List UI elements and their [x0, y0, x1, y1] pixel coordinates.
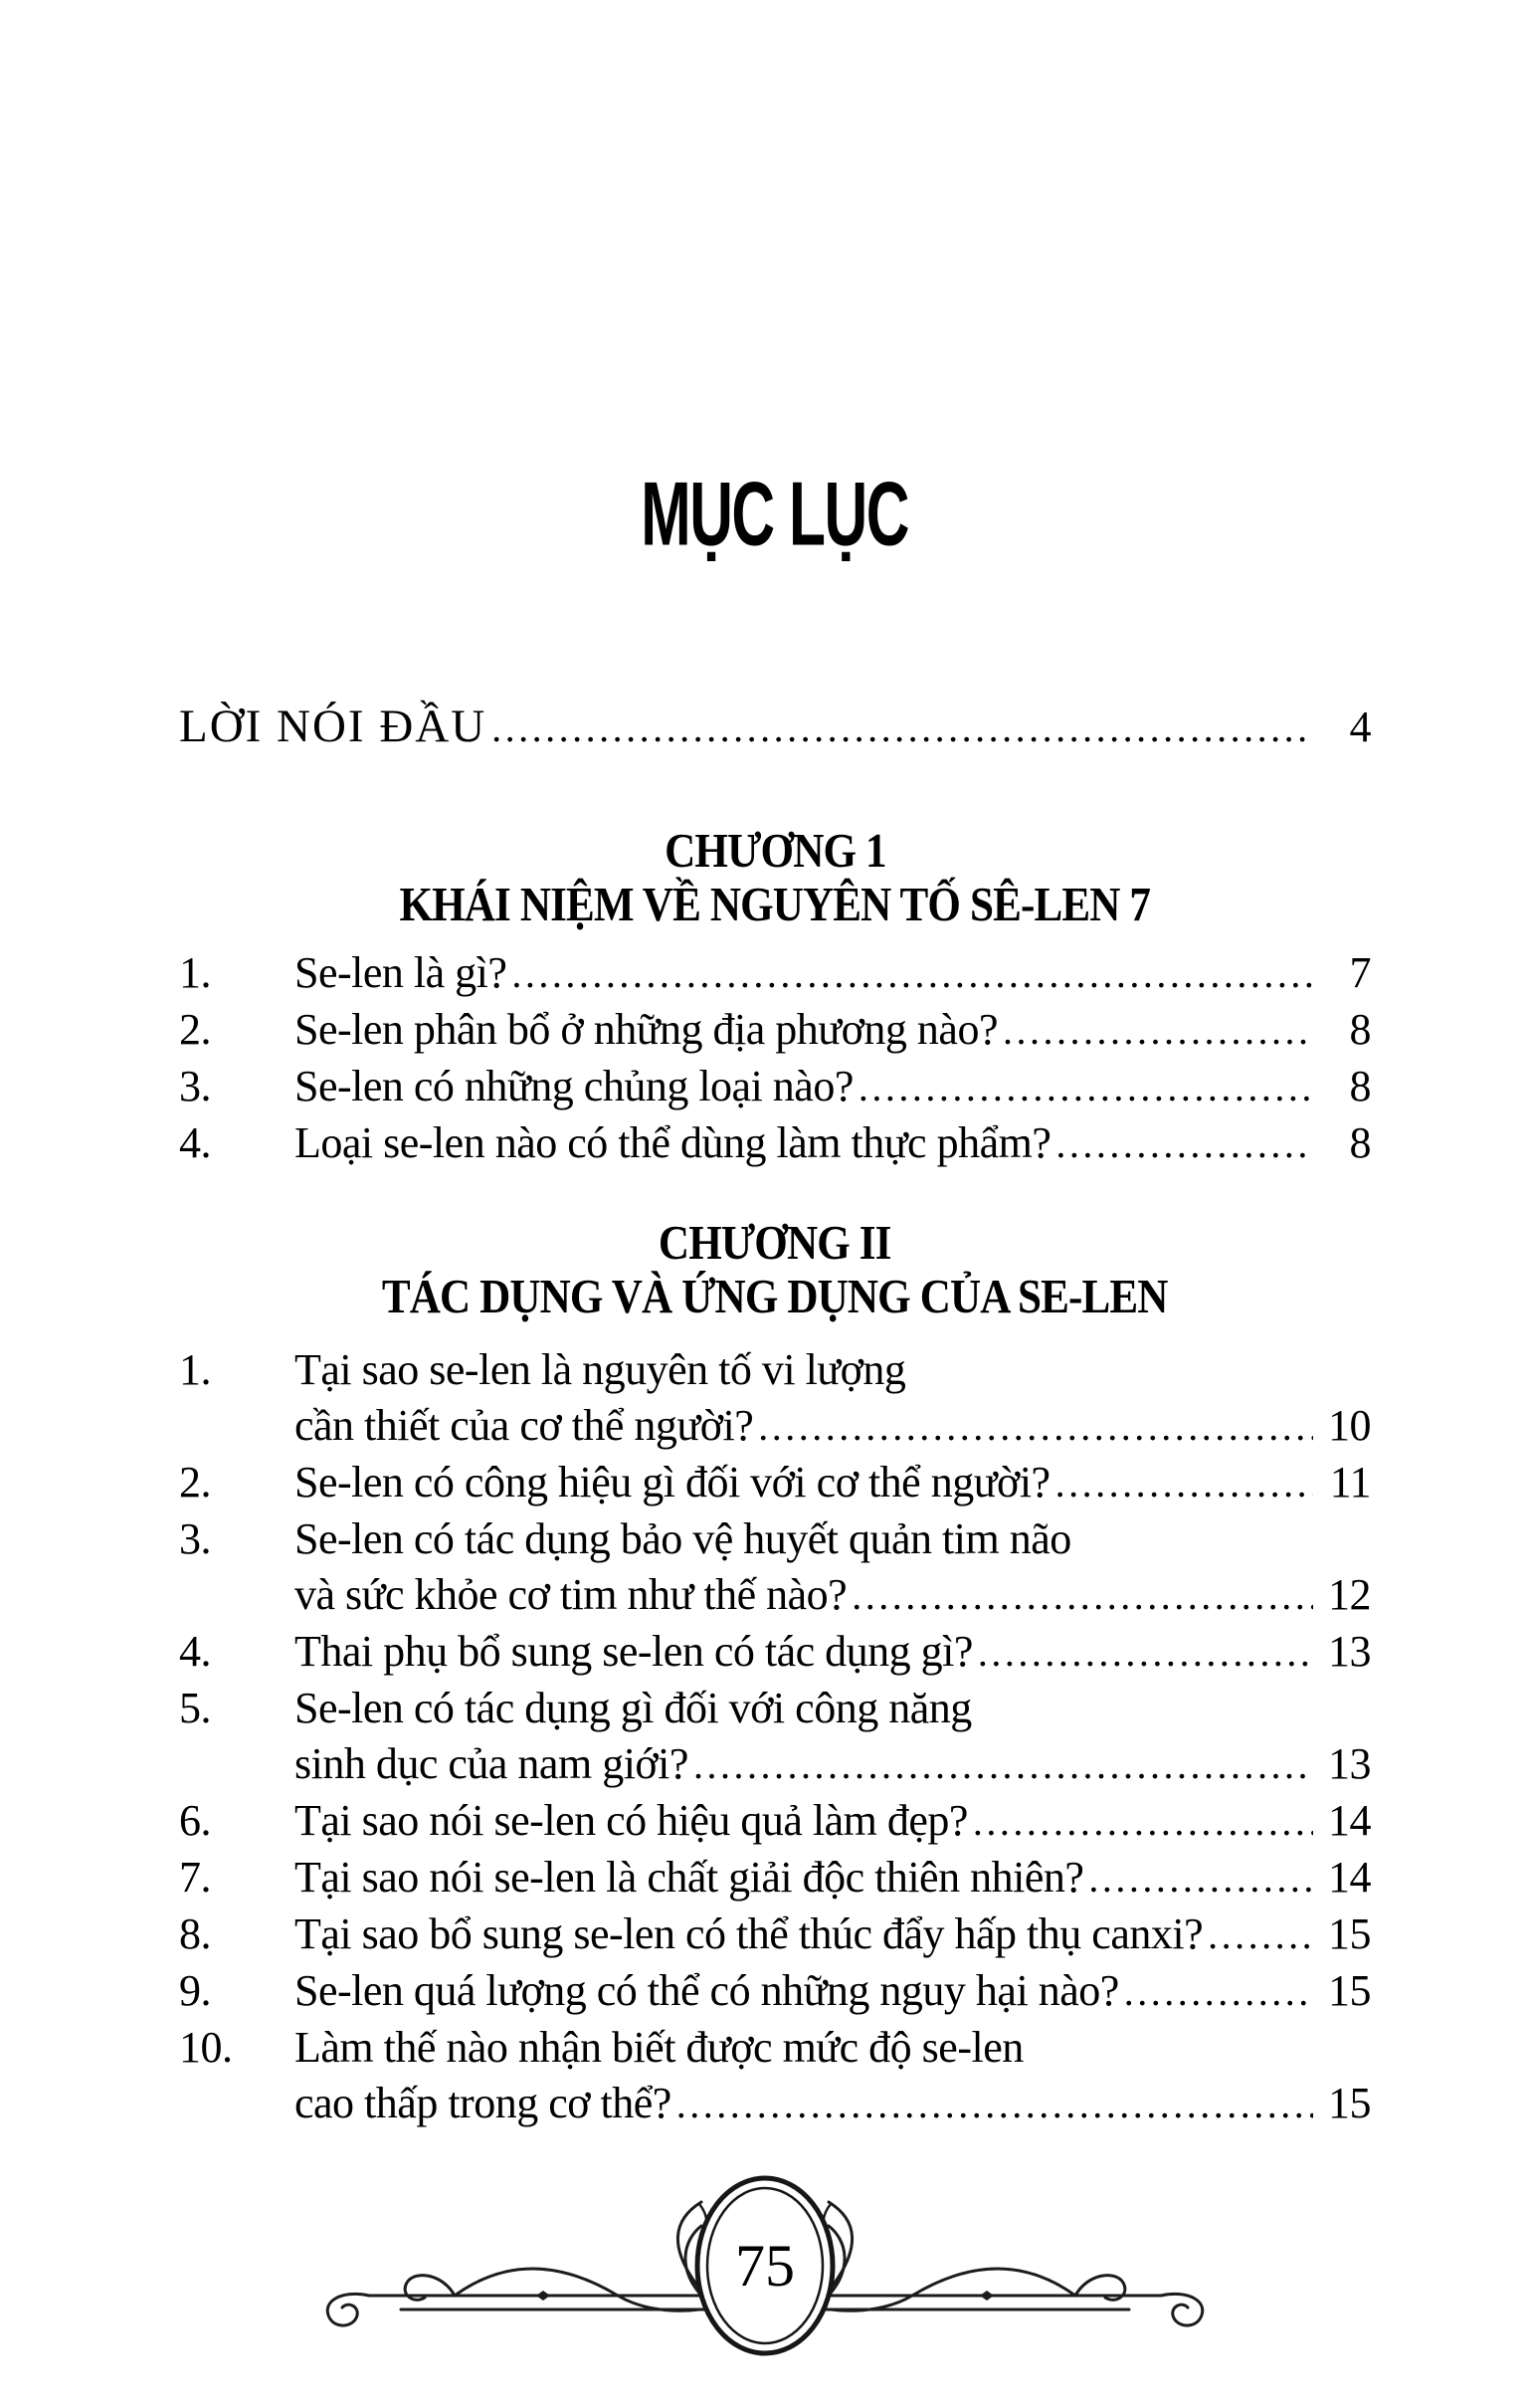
- toc-entry: [179, 1850, 1371, 1906]
- dot-leader: [854, 1059, 1313, 1115]
- chapter-1-heading: [179, 824, 1371, 931]
- entry-number: 8.: [179, 1909, 211, 1958]
- page-number: 4: [1349, 702, 1371, 751]
- entry-number: 2.: [179, 1458, 211, 1506]
- preface-label: LỜI NÓI ĐẦU: [179, 701, 487, 752]
- entry-number: 3.: [179, 1514, 211, 1563]
- page-number: 8: [1349, 1005, 1371, 1054]
- footer-ornament: [297, 2174, 1233, 2383]
- dot-leader: [1051, 1455, 1313, 1511]
- dot-leader: [1083, 1850, 1313, 1906]
- entry-number: 9.: [179, 1966, 211, 2015]
- entry-title: Tại sao nói se-len có hiệu quả làm đẹp?: [294, 1796, 968, 1845]
- toc-entry: [179, 1455, 1371, 1511]
- page-number: 12: [1328, 1570, 1371, 1619]
- toc-entry: [179, 1624, 1371, 1681]
- entry-number: 3.: [179, 1062, 211, 1110]
- dot-leader: [968, 1793, 1313, 1850]
- toc-entry-continuation: [179, 1398, 1371, 1455]
- entry-title: và sức khỏe cơ tim như thế nào?: [294, 1570, 848, 1619]
- entry-title: Tại sao se-len là nguyên tố vi lượng: [294, 1345, 906, 1394]
- chapter-1-name: CHƯƠNG 1: [664, 823, 886, 878]
- entry-title: Thai phụ bổ sung se-len có tác dụng gì?: [294, 1627, 973, 1676]
- dot-leader: [1119, 1963, 1313, 2020]
- dot-leader: [688, 1736, 1313, 1793]
- toc-entry: [179, 1059, 1371, 1115]
- entry-number: 1.: [179, 1345, 211, 1394]
- entry-title: Se-len có công hiệu gì đối với cơ thể người?: [294, 1458, 1051, 1506]
- folio-page-number: 75: [734, 2233, 795, 2299]
- page-number: 13: [1328, 1627, 1371, 1676]
- toc-entry: [179, 1115, 1371, 1172]
- entry-title: Se-len quá lượng có thể có những nguy hại nào?: [294, 1966, 1119, 2015]
- entry-number: 6.: [179, 1796, 211, 1845]
- entry-title: Se-len là gì?: [294, 948, 507, 997]
- entry-title: Se-len phân bổ ở những địa phương nào?: [294, 1005, 998, 1054]
- page-number: 15: [1328, 1909, 1371, 1958]
- page-number: 8: [1349, 1118, 1371, 1167]
- dot-leader: [1051, 1115, 1313, 1172]
- entry-title: Tại sao nói se-len là chất giải độc thiên nhiên?: [294, 1853, 1084, 1902]
- toc-entry-preface: [179, 699, 1371, 756]
- entry-title: cao thấp trong cơ thể?: [294, 2079, 671, 2127]
- toc-entry-continuation: [179, 1736, 1371, 1793]
- page-number: 11: [1329, 1458, 1371, 1506]
- toc-entry: [179, 1963, 1371, 2020]
- toc-entry: [179, 1342, 1371, 1398]
- entry-title: Tại sao bổ sung se-len có thể thúc đẩy hấp thụ canxi?: [294, 1909, 1204, 1958]
- chapter-1-subtitle: KHÁI NIỆM VỀ NGUYÊN TỐ SÊ-LEN 7: [399, 877, 1151, 931]
- chapter-2-name: CHƯƠNG II: [659, 1215, 891, 1270]
- page-number: 14: [1328, 1853, 1371, 1902]
- entry-title: Se-len có tác dụng bảo vệ huyết quản tim não: [294, 1514, 1071, 1563]
- dot-leader: [753, 1398, 1313, 1455]
- toc-entry: [179, 2020, 1371, 2076]
- dot-leader: [1203, 1906, 1313, 1963]
- toc-entry: [179, 1002, 1371, 1059]
- toc-content: [179, 0, 1371, 2132]
- entry-number: 1.: [179, 948, 211, 997]
- entry-title: sinh dục của nam giới?: [294, 1739, 688, 1788]
- toc-entry-continuation: [179, 2076, 1371, 2132]
- dot-leader: [998, 1002, 1313, 1059]
- entry-title: cần thiết của cơ thể người?: [294, 1401, 754, 1450]
- chapter-2-entries: [179, 1342, 1371, 2132]
- decorative-flourish-icon: [297, 2174, 1233, 2383]
- entry-number: 2.: [179, 1005, 211, 1054]
- toc-entry: [179, 1793, 1371, 1850]
- page-number: 7: [1349, 948, 1371, 997]
- entry-number: 10.: [179, 2023, 233, 2072]
- entry-number: 4.: [179, 1118, 211, 1167]
- chapter-1-entries: [179, 945, 1371, 1172]
- dot-leader: [506, 945, 1313, 1002]
- entry-title: Loại se-len nào có thể dùng làm thực phẩm?: [294, 1118, 1051, 1167]
- entry-number: 4.: [179, 1627, 211, 1676]
- page-number: 8: [1349, 1062, 1371, 1110]
- dot-leader: [973, 1624, 1313, 1681]
- toc-entry-continuation: [179, 1567, 1371, 1624]
- dot-leader: [486, 700, 1313, 756]
- page-number: 15: [1328, 2079, 1371, 2127]
- toc-entry: [179, 1511, 1371, 1567]
- entry-title: Làm thế nào nhận biết được mức độ se-len: [294, 2023, 1024, 2072]
- page-title-text: MỤC LỤC: [641, 463, 909, 564]
- page-title: [179, 463, 1371, 564]
- dot-leader: [847, 1567, 1313, 1624]
- dot-leader: [671, 2076, 1313, 2132]
- toc-entry: [179, 1681, 1371, 1736]
- page-number: 15: [1328, 1966, 1371, 2015]
- entry-title: Se-len có tác dụng gì đối với công năng: [294, 1684, 972, 1732]
- chapter-2-heading: [179, 1216, 1371, 1323]
- page-number: 14: [1328, 1796, 1371, 1845]
- entry-number: 7.: [179, 1853, 211, 1902]
- page-number: 10: [1328, 1401, 1371, 1450]
- chapter-2-subtitle: TÁC DỤNG VÀ ỨNG DỤNG CỦA SE-LEN: [382, 1269, 1168, 1323]
- toc-entry: [179, 945, 1371, 1002]
- entry-title: Se-len có những chủng loại nào?: [294, 1062, 854, 1110]
- toc-entry: [179, 1906, 1371, 1963]
- entry-number: 5.: [179, 1684, 211, 1732]
- page-number: 13: [1328, 1739, 1371, 1788]
